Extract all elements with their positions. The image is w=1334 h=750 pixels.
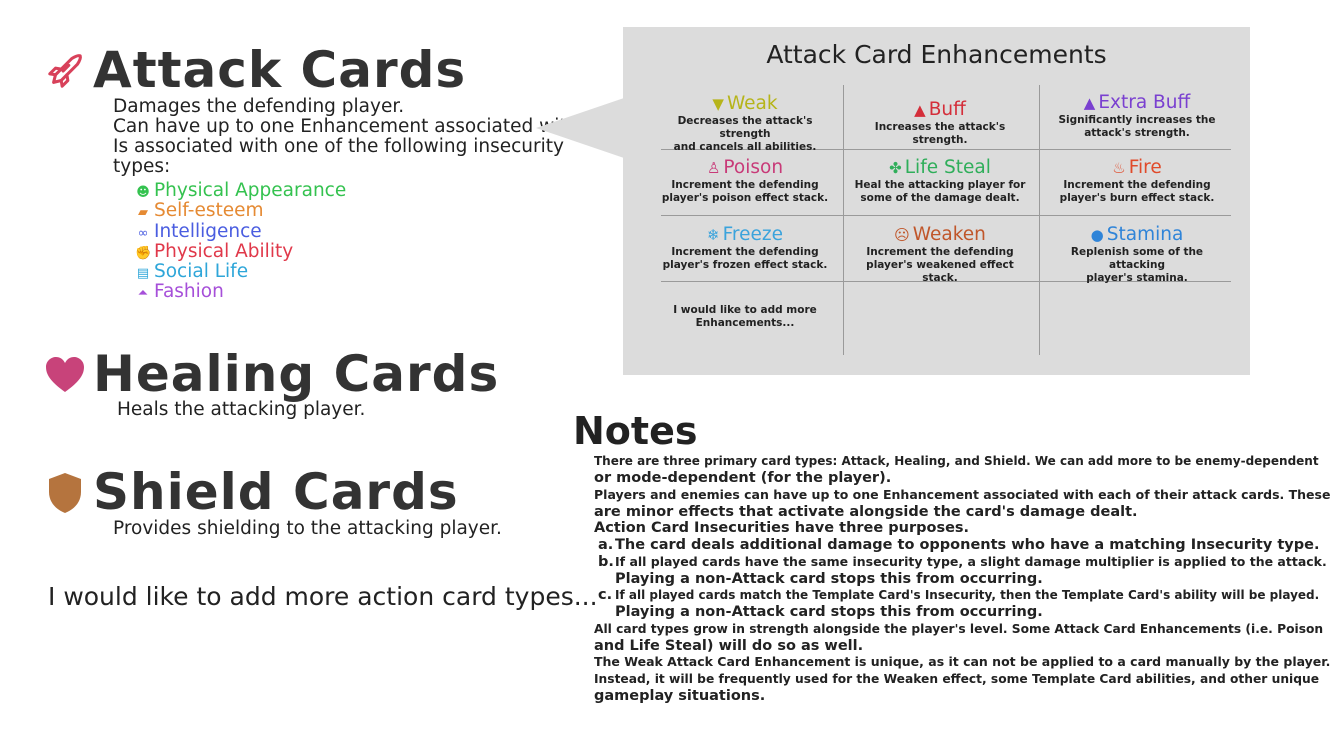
attack-cards-title: Attack Cards <box>93 41 467 99</box>
attack-line-1: Damages the defending player. <box>113 96 405 117</box>
double-up-triangle-icon: ▲ <box>1083 94 1096 112</box>
notes-line: gameplay situations. <box>594 688 766 704</box>
notes-line: Instead, it will be frequently used for the Weaken effect, some Template Card abilities, and other unique <box>594 672 1320 686</box>
poison-bottle-icon: ♙ <box>706 159 721 177</box>
enhancements-title: Attack Card Enhancements <box>766 40 1107 69</box>
attack-line-4: types: <box>113 156 171 177</box>
category-social-life: ▤ Social Life <box>135 262 248 285</box>
notes-line: All card types grow in strength alongside the player's level. Some Attack Card Enhancements (i.e. Poison <box>594 622 1324 636</box>
up-triangle-icon: ▲ <box>914 101 926 119</box>
rocket-icon <box>46 52 84 90</box>
heart-icon <box>45 356 85 394</box>
smile-face-icon: ☻ <box>136 185 150 200</box>
enhancement-stamina: ● Stamina Replenish some of the attacking player's stamina. <box>1070 224 1204 284</box>
notes-line: and Life Steal) will do so as well. <box>594 638 864 654</box>
list-marker: a. <box>598 537 614 553</box>
enhancement-buff: ▲ Buff Increases the attack's strength. <box>874 99 1006 146</box>
enhancement-life-steal: ✤ Life Steal Heal the attacking player for some of the damage dealt. <box>854 157 1026 204</box>
enhancement-poison: ♙ Poison Increment the defending player's poison effect stack. <box>661 157 829 204</box>
callout-pointer <box>536 98 624 158</box>
snowflake-icon: ❄ <box>707 226 720 244</box>
life-steal-icon: ✤ <box>889 159 902 177</box>
notes-title: Notes <box>573 409 698 453</box>
fire-icon: ♨ <box>1112 159 1126 177</box>
droplet-icon: ● <box>1090 226 1104 244</box>
chat-icon: ▤ <box>136 266 150 281</box>
notes-line: The Weak Attack Card Enhancement is unique, as it can not be applied to a card manually by the player. <box>594 654 1331 669</box>
notes-line: Playing a non-Attack card stops this from occurring. <box>615 571 1043 587</box>
enhancement-weak: ▼ Weak Decreases the attack's strength and cancels all abilities. <box>673 93 817 153</box>
notes-line: There are three primary card types: Attack, Healing, and Shield. We can add more to be enemy-dependent <box>594 454 1319 468</box>
sad-face-icon: ☹ <box>894 226 910 244</box>
notes-line: If all played cards match the Template Card's Insecurity, then the Template Card's ability will be played. <box>615 588 1320 602</box>
attack-line-2: Can have up to one Enhancement associated with it. <box>113 116 603 137</box>
notes-line: are minor effects that activate alongside the card's damage dealt. <box>594 504 1138 520</box>
list-marker: c. <box>598 587 613 603</box>
healing-cards-title: Healing Cards <box>93 345 500 403</box>
enhancement-fire: ♨ Fire Increment the defending player's burn effect stack. <box>1059 157 1215 204</box>
enhancement-weaken: ☹ Weaken Increment the defending player's weakened effect stack. <box>866 224 1014 284</box>
shield-icon <box>47 472 83 514</box>
category-intelligence: ∞ Intelligence <box>135 222 262 245</box>
notes-line: The card deals additional damage to opponents who have a matching Insecurity type. <box>615 537 1320 553</box>
glasses-icon: ∞ <box>137 226 149 241</box>
notes-line: or mode-dependent (for the player). <box>594 470 892 486</box>
category-self-esteem: ▰ Self-esteem <box>135 201 264 224</box>
shield-cards-title: Shield Cards <box>93 463 459 521</box>
notes-line: Players and enemies can have up to one Enhancement associated with each of their attack cards. These <box>594 487 1331 502</box>
flexed-arm-icon: ✊ <box>135 246 152 261</box>
down-triangle-icon: ▼ <box>712 95 724 113</box>
notes-line: If all played cards have the same insecurity type, a slight damage multiplier is applied to the attack. <box>615 554 1327 569</box>
enhancement-freeze: ❄ Freeze Increment the defending player's frozen effect stack. <box>662 224 828 271</box>
notes-line: Action Card Insecurities have three purposes. <box>594 520 970 536</box>
category-physical-appearance: ☻ Physical Appearance <box>135 181 346 204</box>
enhancement-extra-buff: ▲ Extra Buff Significantly increases the attack's strength. <box>1058 92 1216 139</box>
healing-desc: Heals the attacking player. <box>117 399 366 420</box>
attack-line-3: Is associated with one of the following insecurity <box>113 136 564 157</box>
hanger-icon: ⏶ <box>137 286 149 301</box>
list-marker: b. <box>598 554 614 570</box>
more-action-types-note: I would like to add more action card types... <box>48 582 598 611</box>
enhancement-more-note: I would like to add more Enhancements... <box>673 304 817 329</box>
notes-line: Playing a non-Attack card stops this from occurring. <box>615 604 1043 620</box>
category-physical-ability: ✊ Physical Ability <box>135 242 293 265</box>
category-fashion: ⏶ Fashion <box>135 282 224 305</box>
shield-desc: Provides shielding to the attacking player. <box>113 518 502 539</box>
speech-bubble-icon: ▰ <box>138 205 148 220</box>
